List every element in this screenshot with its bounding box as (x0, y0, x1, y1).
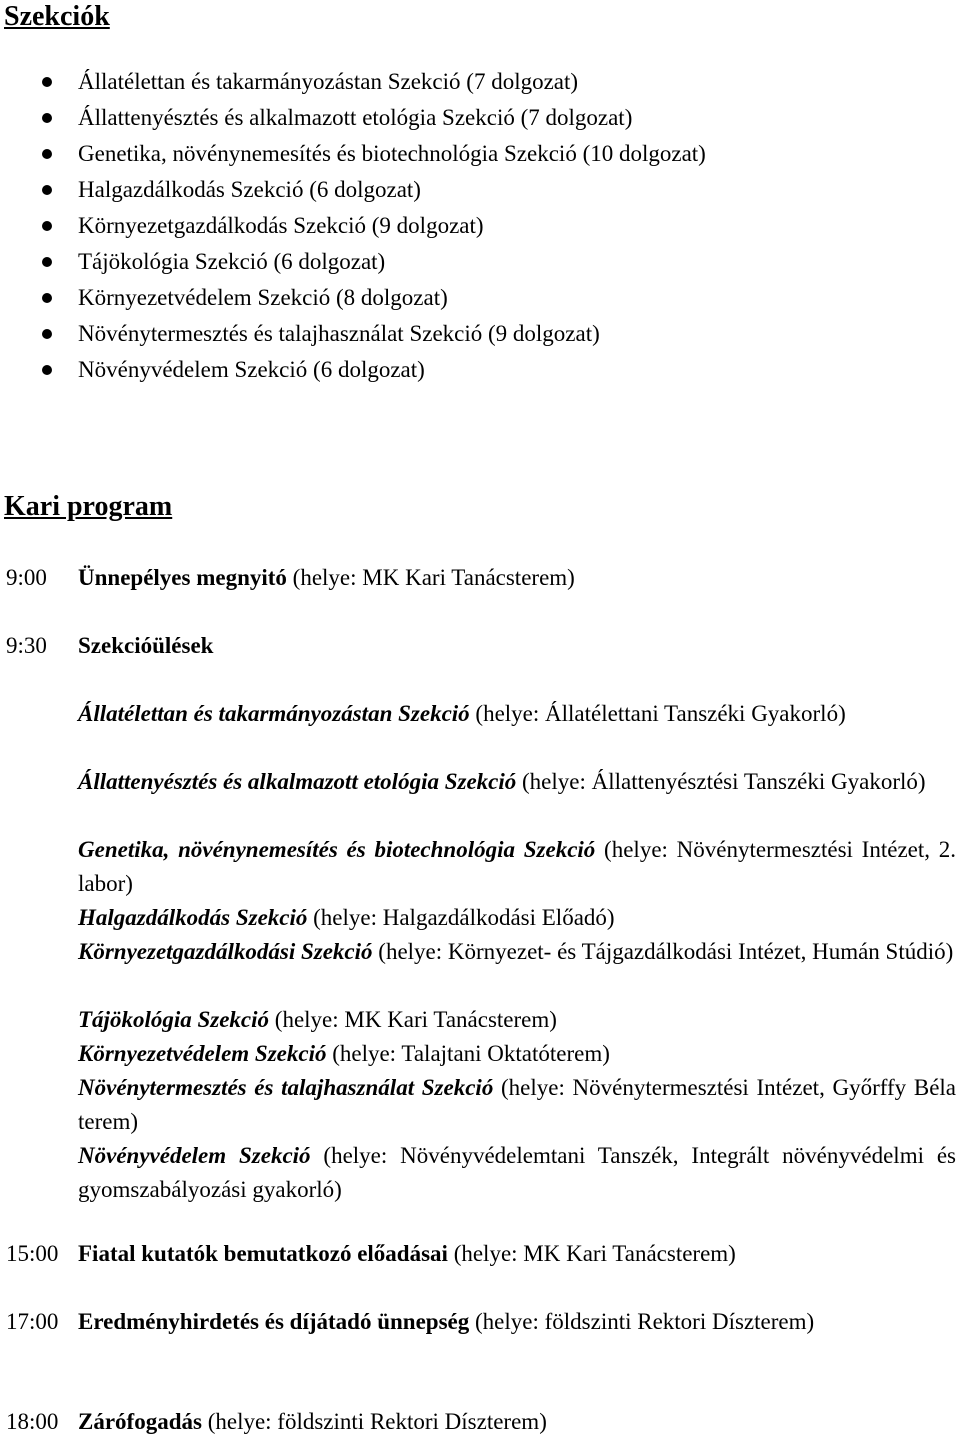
session-place: (helye: Állatélettani Tanszéki Gyakorló) (469, 701, 846, 726)
program-time: 9:00 (6, 565, 47, 590)
section-label: Növénytermesztés és talajhasználat Szekció (9 dolgozat) (78, 321, 600, 346)
program-item-awards (0, 1305, 960, 1339)
program-item-opening (0, 561, 960, 595)
section-label: Tájökológia Szekció (6 dolgozat) (78, 249, 386, 274)
section-label: Környezetgazdálkodás Szekció (9 dolgozat) (78, 213, 484, 238)
session-item (78, 901, 956, 935)
session-name: Környezetgazdálkodási Szekció (78, 939, 373, 964)
bullet-icon (42, 113, 52, 123)
program-place: (helye: földszinti Rektori Díszterem) (469, 1309, 815, 1334)
bullet-icon (42, 293, 52, 303)
bullet-icon (42, 185, 52, 195)
list-item (0, 136, 960, 172)
session-item (78, 1003, 956, 1037)
session-name: Halgazdálkodás Szekció (78, 905, 308, 930)
session-name: Növénytermesztés és talajhasználat Szekció (78, 1075, 494, 1100)
program-item-young-researchers (0, 1237, 960, 1271)
list-item (0, 172, 960, 208)
session-item (78, 1071, 956, 1139)
session-item (78, 765, 956, 799)
sections-list (0, 64, 960, 388)
program-time: 15:00 (6, 1241, 59, 1266)
session-item (78, 1139, 956, 1207)
session-name: Környezetvédelem Szekció (78, 1041, 327, 1066)
session-name: Állatélettan és takarmányozástan Szekció (78, 701, 470, 726)
program-place: (helye: földszinti Rektori Díszterem) (201, 1409, 547, 1434)
list-item (0, 244, 960, 280)
section-label: Állattenyésztés és alkalmazott etológia Szekció (7 dolgozat) (78, 105, 633, 130)
list-item (0, 208, 960, 244)
program-title: Ünnepélyes megnyitó (78, 565, 287, 590)
bullet-icon (42, 77, 52, 87)
session-place: (helye: Állattenyésztési Tanszéki Gyakorló) (516, 769, 926, 794)
bullet-icon (42, 149, 52, 159)
section-label: Növényvédelem Szekció (6 dolgozat) (78, 357, 425, 382)
sections-heading: Szekciók (4, 1, 110, 32)
session-item (78, 1037, 956, 1071)
session-name: Növényvédelem Szekció (78, 1143, 311, 1168)
session-place: (helye: Növénytermesztési Intézet, Győrffy Béla terem) (78, 1075, 957, 1134)
program-title: Szekcióülések (78, 633, 214, 658)
section-label: Genetika, növénynemesítés és biotechnológia Szekció (10 dolgozat) (78, 141, 706, 166)
bullet-icon (42, 257, 52, 267)
session-name: Tájökológia Szekció (78, 1007, 270, 1032)
session-item (78, 935, 956, 969)
section-label: Környezetvédelem Szekció (8 dolgozat) (78, 285, 448, 310)
program-place: (helye: MK Kari Tanácsterem) (286, 565, 575, 590)
bullet-icon (42, 329, 52, 339)
program-time: 17:00 (6, 1309, 59, 1334)
list-item (0, 64, 960, 100)
session-item (78, 833, 956, 901)
bullet-icon (42, 365, 52, 375)
session-place: (helye: MK Kari Tanácsterem) (269, 1007, 557, 1032)
program-time: 9:30 (6, 633, 47, 658)
program-item-reception (0, 1405, 960, 1439)
program-place: (helye: MK Kari Tanácsterem) (447, 1241, 736, 1266)
session-name: Genetika, növénynemesítés és biotechnológia Szekció (78, 837, 596, 862)
list-item (0, 316, 960, 352)
program-item-sessions (0, 629, 960, 663)
program-time: 18:00 (6, 1409, 59, 1434)
session-place: (helye: Halgazdálkodási Előadó) (307, 905, 615, 930)
session-place: (helye: Környezet- és Tájgazdálkodási Intézet, Humán Stúdió) (372, 939, 954, 964)
bullet-icon (42, 221, 52, 231)
session-place: (helye: Talajtani Oktatóterem) (326, 1041, 610, 1066)
session-place: (helye: Növénytermesztési Intézet, 2. labor) (78, 837, 956, 896)
program-heading: Kari program (4, 491, 173, 522)
program-title: Eredményhirdetés és díjátadó ünnepség (78, 1309, 470, 1334)
session-item (78, 697, 956, 731)
list-item (0, 100, 960, 136)
section-label: Halgazdálkodás Szekció (6 dolgozat) (78, 177, 421, 202)
program-title: Fiatal kutatók bemutatkozó előadásai (78, 1241, 448, 1266)
list-item (0, 352, 960, 388)
program-title: Zárófogadás (78, 1409, 202, 1434)
list-item (0, 280, 960, 316)
section-label: Állatélettan és takarmányozástan Szekció (7 dolgozat) (78, 69, 579, 94)
session-name: Állattenyésztés és alkalmazott etológia Szekció (78, 769, 517, 794)
session-place: (helye: Növényvédelemtani Tanszék, Integrált növényvédelmi és gyomszabályozási gyakorló) (78, 1143, 956, 1202)
